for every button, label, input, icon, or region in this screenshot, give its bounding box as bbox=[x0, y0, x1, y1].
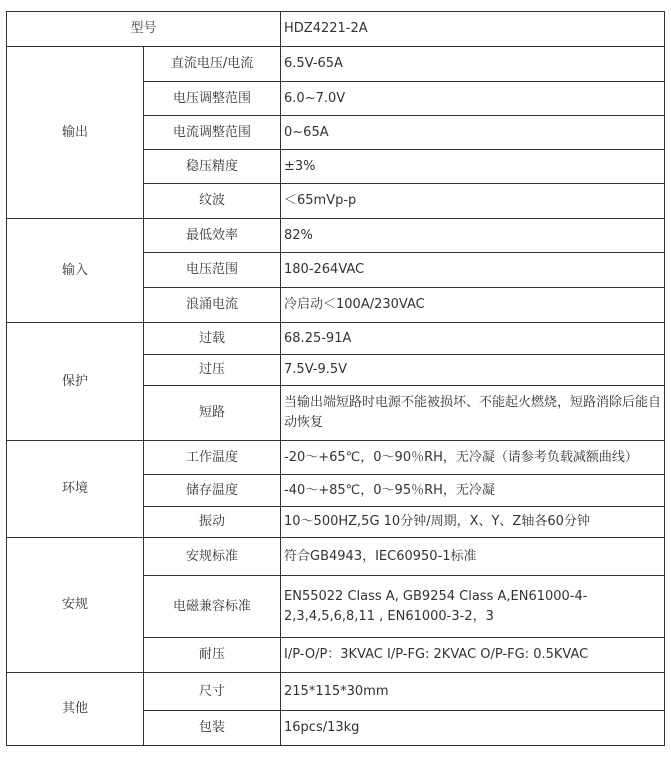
spec-value: 符合GB4943，IEC60950-1标准 bbox=[281, 538, 665, 576]
spec-value: 当输出端短路时电源不能被损坏、不能起火燃烧，短路消除后能自动恢复 bbox=[281, 386, 665, 441]
spec-label: 过压 bbox=[144, 355, 281, 386]
spec-label: 纹波 bbox=[144, 184, 281, 219]
category-output: 输出 bbox=[7, 47, 144, 219]
spec-value: ±3% bbox=[281, 150, 665, 184]
category-environment: 环境 bbox=[7, 441, 144, 538]
spec-label: 电流调整范围 bbox=[144, 116, 281, 150]
table-row bbox=[7, 47, 665, 82]
spec-label: 安规标准 bbox=[144, 538, 281, 576]
spec-value: 68.25-91A bbox=[281, 323, 665, 355]
spec-value: 10～500HZ,5G 10分钟/周期，X、Y、Z轴各60分钟 bbox=[281, 507, 665, 538]
category-protection: 保护 bbox=[7, 323, 144, 441]
spec-label: 尺寸 bbox=[144, 673, 281, 711]
spec-table bbox=[6, 11, 665, 746]
spec-label: 浪涌电流 bbox=[144, 288, 281, 323]
spec-label: 电磁兼容标准 bbox=[144, 576, 281, 638]
spec-label: 电压调整范围 bbox=[144, 82, 281, 116]
spec-value: 6.0~7.0V bbox=[281, 82, 665, 116]
category-safety: 安规 bbox=[7, 538, 144, 673]
spec-label: 工作温度 bbox=[144, 441, 281, 475]
table-row bbox=[7, 12, 665, 47]
spec-value: 冷启动＜100A/230VAC bbox=[281, 288, 665, 323]
category-input: 输入 bbox=[7, 219, 144, 323]
spec-value: 215*115*30mm bbox=[281, 673, 665, 711]
spec-label: 过载 bbox=[144, 323, 281, 355]
spec-label: 耐压 bbox=[144, 638, 281, 673]
spec-value: 0~65A bbox=[281, 116, 665, 150]
spec-value: 7.5V-9.5V bbox=[281, 355, 665, 386]
spec-value: EN55022 Class A, GB9254 Class A,EN61000-4-2,3,4,5,6,8,11 , EN61000-3-2，3 bbox=[281, 576, 665, 638]
table-row bbox=[7, 538, 665, 576]
spec-value: 16pcs/13kg bbox=[281, 711, 665, 746]
spec-label: 储存温度 bbox=[144, 475, 281, 507]
table-row bbox=[7, 323, 665, 355]
spec-label: 电压范围 bbox=[144, 253, 281, 288]
spec-label: 振动 bbox=[144, 507, 281, 538]
spec-label: 短路 bbox=[144, 386, 281, 441]
spec-label: 直流电压/电流 bbox=[144, 47, 281, 82]
spec-value: I/P-O/P：3KVAC I/P-FG: 2KVAC O/P-FG: 0.5KVAC bbox=[281, 638, 665, 673]
table-row bbox=[7, 441, 665, 475]
spec-value: -20～+65℃，0～90％RH，无冷凝（请参考负载减额曲线） bbox=[281, 441, 665, 475]
table-row bbox=[7, 219, 665, 253]
spec-value: -40～+85℃，0～95％RH，无冷凝 bbox=[281, 475, 665, 507]
model-label: 型号 bbox=[7, 12, 281, 47]
spec-label: 最低效率 bbox=[144, 219, 281, 253]
spec-value: ＜65mVp-p bbox=[281, 184, 665, 219]
spec-label: 稳压精度 bbox=[144, 150, 281, 184]
spec-value: 82% bbox=[281, 219, 665, 253]
table-row bbox=[7, 673, 665, 711]
category-other: 其他 bbox=[7, 673, 144, 746]
spec-label: 包装 bbox=[144, 711, 281, 746]
model-value: HDZ4221-2A bbox=[281, 12, 665, 47]
spec-value: 6.5V-65A bbox=[281, 47, 665, 82]
spec-value: 180-264VAC bbox=[281, 253, 665, 288]
